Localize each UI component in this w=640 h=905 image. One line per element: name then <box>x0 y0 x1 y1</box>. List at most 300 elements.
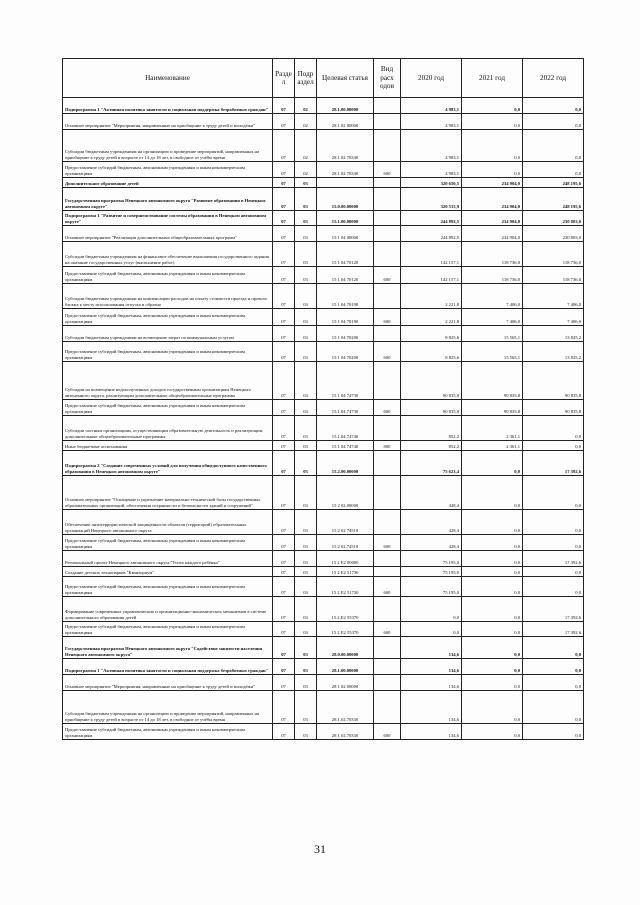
table-row <box>63 326 584 342</box>
row-subsection: 03 <box>295 476 317 510</box>
table-header-row <box>63 59 584 98</box>
row-expense-type <box>374 178 401 188</box>
row-expense-type <box>374 659 401 675</box>
row-name: Основное мероприятие "Оснащение и укрепление материально-технической базы государственных образовательных организаций, обеспечения сохранности и безопасности зданий и сооружений" <box>63 476 273 510</box>
row-2021: 118 736,0 <box>462 242 523 267</box>
row-expense-type <box>374 416 401 441</box>
table-row <box>63 178 584 188</box>
row-2020: 4 983,1 <box>401 162 462 178</box>
row-name: Субсидии бюджетным учреждениям на организацию и проведение мероприятий, направленных на приобщение к труду детей в возрасте от 14 до 18 лет, в свободное от учёбы время <box>63 691 273 724</box>
row-name: Основное мероприятие "Мероприятия, направленные на приобщение к труду детей и молодёжи" <box>63 675 273 691</box>
row-2020: 852,2 <box>401 441 462 451</box>
row-subsection: 03 <box>295 577 317 597</box>
row-2021: 0,0 <box>462 551 523 567</box>
row-expense-type: 600 <box>374 535 401 551</box>
row-section: 07 <box>273 451 295 476</box>
row-name: Субсидии бюджетным учреждениям на организацию и проведение мероприятий, направленных на приобщение к труду детей в возрасте от 14 до 18 лет, в свободное от учёбы время <box>63 130 273 162</box>
row-2021: 7 406,0 <box>462 284 523 309</box>
row-2021: 234 904,0 <box>462 211 523 226</box>
row-section: 07 <box>273 535 295 551</box>
row-2021: 0,0 <box>462 622 523 637</box>
row-name: Предоставление субсидий бюджетным, автономным учреждениям и иным некоммерческим организациям <box>63 400 273 416</box>
row-target-article: 15 1 04 70120 <box>317 267 374 284</box>
row-expense-type: 600 <box>374 622 401 637</box>
row-2021: 0,0 <box>462 535 523 551</box>
row-subsection: 03 <box>295 400 317 416</box>
row-subsection: 03 <box>295 441 317 451</box>
row-subsection: 03 <box>295 284 317 309</box>
row-2022: 7 406,0 <box>523 284 584 309</box>
row-subsection: 03 <box>295 535 317 551</box>
row-name: Субсидии на возмещение недополученных доходов государственным организациям Ненецкого автономного округа, реализующим дополнительные общеобразовательные программы <box>63 362 273 400</box>
row-section: 07 <box>273 416 295 441</box>
row-subsection: 02 <box>295 114 317 130</box>
row-section: 07 <box>273 309 295 326</box>
row-subsection: 03 <box>295 622 317 637</box>
row-target-article: 15 1 04 70200 <box>317 326 374 342</box>
row-2021: 0,0 <box>462 675 523 691</box>
row-2020: 142 157,1 <box>401 267 462 284</box>
row-subsection: 02 <box>295 162 317 178</box>
row-target-article: 15 1 04 74730 <box>317 362 374 400</box>
row-target-article: 15 1 04 74740 <box>317 441 374 451</box>
row-2022: 0,0 <box>523 441 584 451</box>
row-section: 07 <box>273 551 295 567</box>
row-section: 07 <box>273 510 295 535</box>
row-2020: 428,4 <box>401 535 462 551</box>
row-name: Государственная программа Ненецкого автономного округа "Развитие образования в Ненецком автономном округе" <box>63 188 273 211</box>
row-name: Предоставление субсидий бюджетным, автономным учреждениям и иным некоммерческим организациям <box>63 309 273 326</box>
row-name: Иные бюджетные ассигнования <box>63 441 273 451</box>
row-2022: 0,0 <box>523 476 584 510</box>
row-2021: 0,0 <box>462 577 523 597</box>
page-number: 31 <box>314 842 326 856</box>
row-2020: 244 892,5 <box>401 226 462 242</box>
row-2020: 852,2 <box>401 416 462 441</box>
row-name: Дополнительное образование детей <box>63 178 273 188</box>
row-2020: 244 892,5 <box>401 211 462 226</box>
row-2020: 75 623,4 <box>401 451 462 476</box>
row-section: 07 <box>273 188 295 211</box>
row-2020: 4 983,1 <box>401 114 462 130</box>
row-2020: 428,4 <box>401 476 462 510</box>
table-row <box>63 267 584 284</box>
row-section: 07 <box>273 577 295 597</box>
row-expense-type <box>374 226 401 242</box>
row-target-article: 15 1 04 70200 <box>317 342 374 362</box>
row-2020: 8 825,6 <box>401 342 462 362</box>
header-section: Разде л <box>273 59 295 98</box>
row-2020: 90 835,8 <box>401 362 462 400</box>
row-2022: 0,0 <box>523 114 584 130</box>
row-section: 07 <box>273 326 295 342</box>
budget-table <box>62 58 584 740</box>
row-name: Субсидии бюджетным учреждениям на компенсацию расходов на оплату стоимости проезда и провоза багажа к месту использования отпуска и обратно <box>63 284 273 309</box>
row-2020: 0,0 <box>401 622 462 637</box>
row-2021: 0,0 <box>462 510 523 535</box>
row-expense-type <box>374 326 401 342</box>
row-2021: 15 565,1 <box>462 326 523 342</box>
table-row <box>63 362 584 400</box>
row-name: Создание детских технопарков "Кванториум" <box>63 567 273 577</box>
header-expense-type: Вид расх одов <box>374 59 401 98</box>
row-name: Подпрограмма 2 "Создание современных условий для получения общедоступного качественного образования в Ненецком автономном округе" <box>63 451 273 476</box>
row-subsection: 03 <box>295 188 317 211</box>
row-2022: 13 825,2 <box>523 326 584 342</box>
table-row <box>63 691 584 724</box>
row-expense-type <box>374 284 401 309</box>
table-row <box>63 510 584 535</box>
row-subsection: 03 <box>295 242 317 267</box>
row-2020: 4 983,1 <box>401 98 462 114</box>
row-expense-type: 600 <box>374 342 401 362</box>
row-2021: 2 361,1 <box>462 441 523 451</box>
row-2021: 90 835,8 <box>462 362 523 400</box>
row-subsection: 03 <box>295 326 317 342</box>
row-2020: 320 650,5 <box>401 178 462 188</box>
row-section: 07 <box>273 98 295 114</box>
row-2022: 7 406,0 <box>523 309 584 326</box>
row-section: 07 <box>273 567 295 577</box>
row-2022: 0,0 <box>523 659 584 675</box>
row-target-article: 15.1.04.74740 <box>317 416 374 441</box>
row-name: Предоставление субсидий бюджетным, автономным учреждениям и иным некоммерческим организациям <box>63 342 273 362</box>
row-2021: 90 835,8 <box>462 400 523 416</box>
table-row <box>63 309 584 326</box>
row-target-article: 28.1.00.00000 <box>317 659 374 675</box>
row-expense-type: 800 <box>374 441 401 451</box>
row-name: Субсидии частным организациям, осуществляющим образовательную деятельность и реализующим дополнительные общеобразовательные программы <box>63 416 273 441</box>
row-name: Предоставление субсидий бюджетным, автономным учреждениям и иным некоммерческим организациям <box>63 577 273 597</box>
row-name: Региональный проект Ненецкого автономного округа "Успех каждого ребёнка" <box>63 551 273 567</box>
row-target-article: 15 1 04 70120 <box>317 242 374 267</box>
row-subsection: 03 <box>295 267 317 284</box>
row-target-article: 15 2 E2 55370 <box>317 622 374 637</box>
table-row <box>63 637 584 659</box>
row-subsection: 03 <box>295 567 317 577</box>
row-subsection: 03 <box>295 362 317 400</box>
row-2020: 320 515,9 <box>401 188 462 211</box>
row-2022: 0,0 <box>523 130 584 162</box>
row-expense-type <box>374 98 401 114</box>
row-2021: 0,0 <box>462 114 523 130</box>
row-expense-type <box>374 476 401 510</box>
row-section: 07 <box>273 267 295 284</box>
row-expense-type <box>374 551 401 567</box>
table-body <box>63 98 584 740</box>
row-2022: 0,0 <box>523 535 584 551</box>
table-row <box>63 476 584 510</box>
table-row <box>63 242 584 267</box>
row-section: 07 <box>273 362 295 400</box>
row-target-article: 15.2.E2 55370 <box>317 597 374 622</box>
row-section: 07 <box>273 114 295 130</box>
row-name: Основное мероприятие "Мероприятия, направленные на приобщение к труду детей и молодёжи" <box>63 114 273 130</box>
row-section: 07 <box>273 691 295 724</box>
row-2020: 134,6 <box>401 637 462 659</box>
row-target-article: 15 1 04 70190 <box>317 309 374 326</box>
row-section: 07 <box>273 211 295 226</box>
table-row <box>63 622 584 637</box>
row-name: Подпрограмма 1 "Развитие и совершенствование системы образования в Ненецком автономном округе" <box>63 211 273 226</box>
row-subsection: 03 <box>295 178 317 188</box>
row-section: 07 <box>273 476 295 510</box>
row-2022: 17 392,6 <box>523 551 584 567</box>
row-2022: 0,0 <box>523 637 584 659</box>
table-row <box>63 659 584 675</box>
header-subsection: Подр аздел <box>295 59 317 98</box>
table-row <box>63 451 584 476</box>
row-2022: 230 803,0 <box>523 211 584 226</box>
table-row <box>63 130 584 162</box>
row-2020: 4 983,1 <box>401 130 462 162</box>
row-2022: 0,0 <box>523 510 584 535</box>
row-2021: 0,0 <box>462 597 523 622</box>
row-2020: 134,6 <box>401 675 462 691</box>
row-2021: 0,0 <box>462 98 523 114</box>
row-2021: 0,0 <box>462 567 523 577</box>
row-expense-type <box>374 362 401 400</box>
row-target-article: 15.0.00.00000 <box>317 188 374 211</box>
row-target-article: 28 1 02 00000 <box>317 675 374 691</box>
row-2020: 75 195,0 <box>401 551 462 567</box>
row-2022: 0,0 <box>523 162 584 178</box>
row-subsection: 03 <box>295 226 317 242</box>
row-subsection: 03 <box>295 510 317 535</box>
row-expense-type: 600 <box>374 577 401 597</box>
row-target-article: 15.1.04.74730 <box>317 400 374 416</box>
row-target-article: 15 2 E2 00000 <box>317 551 374 567</box>
row-subsection: 03 <box>295 416 317 441</box>
row-section: 07 <box>273 441 295 451</box>
table-row <box>63 724 584 740</box>
row-2022: 17 392,6 <box>523 597 584 622</box>
row-subsection: 03 <box>295 451 317 476</box>
row-2021: 0,0 <box>462 724 523 740</box>
row-target-article: 15 2 02.00000 <box>317 476 374 510</box>
row-section: 07 <box>273 724 295 740</box>
row-section: 07 <box>273 242 295 267</box>
row-name: Формирование современных управленческих и организационно-экономических механизмов в системе дополнительного образования детей <box>63 597 273 622</box>
row-2020: 75 195,0 <box>401 567 462 577</box>
row-2020: 134,6 <box>401 659 462 675</box>
row-expense-type: 600 <box>374 309 401 326</box>
row-section: 07 <box>273 178 295 188</box>
table-row <box>63 567 584 577</box>
row-expense-type <box>374 211 401 226</box>
row-expense-type: 600 <box>374 267 401 284</box>
table-row <box>63 226 584 242</box>
row-2021: 118 736,0 <box>462 267 523 284</box>
row-target-article: 28 1 02.70330 <box>317 724 374 740</box>
row-subsection: 03 <box>295 675 317 691</box>
row-subsection: 02 <box>295 98 317 114</box>
row-expense-type <box>374 451 401 476</box>
table-row <box>63 577 584 597</box>
row-2021: 0,0 <box>462 691 523 724</box>
row-target-article: 15.1.00.00000 <box>317 211 374 226</box>
table-row <box>63 675 584 691</box>
row-subsection: 03 <box>295 309 317 326</box>
row-2021: 2 361,1 <box>462 416 523 441</box>
row-2021: 234 904,0 <box>462 178 523 188</box>
table-row <box>63 441 584 451</box>
row-expense-type <box>374 637 401 659</box>
row-target-article: 15 2 02 74510 <box>317 510 374 535</box>
row-2020: 428,4 <box>401 510 462 535</box>
row-2021: 0,0 <box>462 637 523 659</box>
row-2022: 13 825,2 <box>523 342 584 362</box>
row-2022: 248 195,6 <box>523 178 584 188</box>
row-2021: 234 904,0 <box>462 188 523 211</box>
row-2020: 8 825,6 <box>401 326 462 342</box>
row-subsection: 03 <box>295 597 317 622</box>
row-2021: 0,0 <box>462 162 523 178</box>
row-section: 07 <box>273 659 295 675</box>
row-subsection: 03 <box>295 551 317 567</box>
row-section: 07 <box>273 622 295 637</box>
row-target-article: 28 1 02 00000 <box>317 114 374 130</box>
row-name: Предоставление субсидий бюджетным, автономным учреждениям и иным некоммерческим организациям <box>63 535 273 551</box>
row-expense-type: 600 <box>374 400 401 416</box>
row-subsection: 03 <box>295 637 317 659</box>
row-expense-type <box>374 597 401 622</box>
row-expense-type <box>374 510 401 535</box>
table-row <box>63 211 584 226</box>
row-2020: 142 157,1 <box>401 242 462 267</box>
row-expense-type <box>374 691 401 724</box>
row-section: 07 <box>273 597 295 622</box>
table-row <box>63 188 584 211</box>
table-row <box>63 114 584 130</box>
row-expense-type <box>374 242 401 267</box>
row-target-article: 15 1 04 70190 <box>317 284 374 309</box>
row-expense-type <box>374 130 401 162</box>
row-name: Предоставление субсидий бюджетным, автономным учреждениям и иным некоммерческим организациям <box>63 724 273 740</box>
row-2020: 134,6 <box>401 724 462 740</box>
row-2022: 118 736,0 <box>523 267 584 284</box>
row-name: Основное мероприятие "Реализация дополнительных общеобразовательных программ" <box>63 226 273 242</box>
row-section: 07 <box>273 226 295 242</box>
row-target-article: 15.2.00.00000 <box>317 451 374 476</box>
row-2022: 0,0 <box>523 577 584 597</box>
row-name: Подпрограмма 1 "Активная политика занятости и социальная поддержка безработных граждан" <box>63 659 273 675</box>
table-row <box>63 98 584 114</box>
table-row <box>63 162 584 178</box>
row-2022: 0,0 <box>523 567 584 577</box>
row-2020: 2 221,8 <box>401 284 462 309</box>
table-row <box>63 535 584 551</box>
row-expense-type <box>374 114 401 130</box>
row-2022: 248 195,6 <box>523 188 584 211</box>
table-row <box>63 416 584 441</box>
row-expense-type: 600 <box>374 162 401 178</box>
row-2022: 17 392,6 <box>523 451 584 476</box>
header-2022: 2022 год <box>523 59 584 98</box>
row-expense-type: 600 <box>374 724 401 740</box>
row-2022: 90 835,8 <box>523 400 584 416</box>
table-row <box>63 342 584 362</box>
row-target-article: 28.1.00.00000 <box>317 98 374 114</box>
row-2021: 0,0 <box>462 659 523 675</box>
row-section: 07 <box>273 400 295 416</box>
row-2022: 0,0 <box>523 724 584 740</box>
table-row <box>63 551 584 567</box>
row-target-article: 28.0.00.00000 <box>317 637 374 659</box>
row-target-article: 28.1.02.70330 <box>317 691 374 724</box>
header-2020: 2020 год <box>401 59 462 98</box>
row-2020: 90 835,8 <box>401 400 462 416</box>
row-name: Субсидии бюджетным учреждениям на возмещение затрат по коммунальным услугам <box>63 326 273 342</box>
row-name: Предоставление субсидий бюджетным, автономным учреждениям и иным некоммерческим организациям <box>63 267 273 284</box>
row-2022: 0,0 <box>523 675 584 691</box>
row-2021: 0,0 <box>462 451 523 476</box>
row-2022: 0,0 <box>523 98 584 114</box>
row-target-article: 15 1 04 00000 <box>317 226 374 242</box>
row-name: Предоставление субсидий бюджетным, автономным учреждениям и иным некоммерческим организациям <box>63 162 273 178</box>
row-target-article <box>317 178 374 188</box>
table-row <box>63 284 584 309</box>
row-section: 07 <box>273 284 295 309</box>
row-2022: 90 835,8 <box>523 362 584 400</box>
table-row <box>63 400 584 416</box>
row-2022: 118 736,0 <box>523 242 584 267</box>
row-target-article: 28 1 02 70330 <box>317 162 374 178</box>
row-2021: 7 406,0 <box>462 309 523 326</box>
row-section: 07 <box>273 162 295 178</box>
row-target-article: 15 2 E2 51730 <box>317 577 374 597</box>
table-row <box>63 597 584 622</box>
header-2021: 2021 год <box>462 59 523 98</box>
row-subsection: 03 <box>295 724 317 740</box>
row-expense-type <box>374 675 401 691</box>
row-expense-type <box>374 567 401 577</box>
row-2022: 230 803,0 <box>523 226 584 242</box>
row-target-article: 15 2 E2 51730 <box>317 567 374 577</box>
row-target-article: 15 2 02.74510 <box>317 535 374 551</box>
row-section: 07 <box>273 130 295 162</box>
row-subsection: 03 <box>295 342 317 362</box>
row-subsection: 03 <box>295 691 317 724</box>
row-target-article: 28 1 02 70330 <box>317 130 374 162</box>
row-section: 07 <box>273 675 295 691</box>
row-2021: 0,0 <box>462 476 523 510</box>
header-target-article: Целевая статья <box>317 59 374 98</box>
row-2022: 0,0 <box>523 691 584 724</box>
row-2020: 134,6 <box>401 691 462 724</box>
row-name: Предоставление субсидий бюджетным, автономным учреждениям и иным некоммерческим организациям <box>63 622 273 637</box>
row-section: 07 <box>273 342 295 362</box>
row-2022: 17 392,6 <box>523 622 584 637</box>
row-name: Государственная программа Ненецкого автономного округа "Содействие занятости населения Ненецкого автономного округа" <box>63 637 273 659</box>
row-2022: 0,0 <box>523 416 584 441</box>
header-name: Наименование <box>63 59 273 98</box>
row-subsection: 03 <box>295 211 317 226</box>
row-2021: 234 904,0 <box>462 226 523 242</box>
row-2021: 15 565,1 <box>462 342 523 362</box>
row-name: Обеспечение антитеррористической защищённости объектов (территорий) образовательных организаций Ненецкого автономного округа <box>63 510 273 535</box>
row-name: Субсидии бюджетным учреждениям на финансовое обеспечение выполнения государственного задания на оказание государственных услуг (выполнение работ) <box>63 242 273 267</box>
row-subsection: 03 <box>295 659 317 675</box>
row-expense-type <box>374 188 401 211</box>
row-2020: 0,0 <box>401 597 462 622</box>
row-2021: 0,0 <box>462 130 523 162</box>
row-subsection: 02 <box>295 130 317 162</box>
row-name: Подпрограмма 1 "Активная политика занятости и социальная поддержка безработных граждан" <box>63 98 273 114</box>
row-section: 07 <box>273 637 295 659</box>
row-2020: 2 221,8 <box>401 309 462 326</box>
row-2020: 75 195,0 <box>401 577 462 597</box>
